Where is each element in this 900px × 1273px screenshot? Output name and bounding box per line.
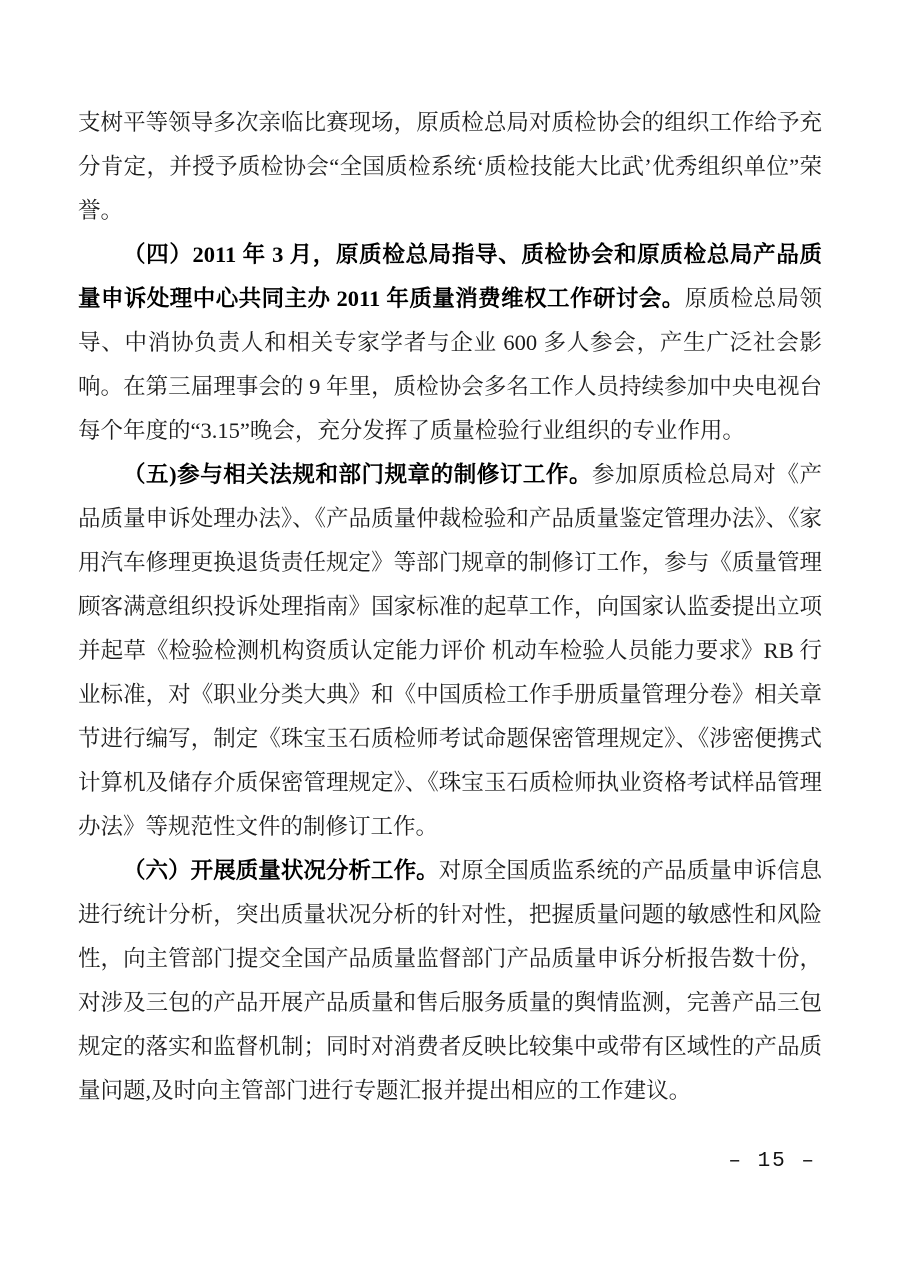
para-section-5 xyxy=(78,453,822,849)
page-number: – 15 – xyxy=(728,1150,816,1173)
body-text-segment: 原质检总局领导、中消协负责人和相关专家学者与企业 600 多人参会，产生广泛社会影响。在第三届理事会的 9 年里，质检协会多名工作人员持续参加中央电视台每个年度的“3.15”晚会，充分发挥了质量检验行业组织的专业作用。 xyxy=(78,286,822,443)
para-section-4 xyxy=(78,233,822,453)
body-text-segment: 参加原质检总局对《产品质量申诉处理办法》、《产品质量仲裁检验和产品质量鉴定管理办法》、《家用汽车修理更换退货责任规定》等部门规章的制修订工作，参与《质量管理 顾客满意组织投诉处理指南》国家标准的起草工作，向国家认监委提出立项并起草《检验检测机构资质认定能力评价 机动车检验人员能力要求》RB 行业标准，对《职业分类大典》和《中国质检工作手册质量管理分卷》相关章节进行编写，制定《珠宝玉石质检师考试命题保密管理规定》、《涉密便携式计算机及储存介质保密管理规定》、《珠宝玉石质检师执业资格考试样品管理办法》等规范性文件的制修订工作。 xyxy=(78,462,822,839)
document-body xyxy=(78,101,822,1113)
body-text-segment: 支树平等领导多次亲临比赛现场，原质检总局对质检协会的组织工作给予充分肯定，并授予质检协会“全国质检系统‘质检技能大比武’优秀组织单位”荣誉。 xyxy=(78,110,822,223)
para-continuation xyxy=(78,101,822,233)
body-text-segment: 对原全国质监系统的产品质量申诉信息进行统计分析，突出质量状况分析的针对性，把握质量问题的敏感性和风险性，向主管部门提交全国产品质量监督部门产品质量申诉分析报告数十份，对涉及三包的产品开展产品质量和售后服务质量的舆情监测，完善产品三包规定的落实和监督机制；同时对消费者反映比较集中或带有区域性的产品质量问题,及时向主管部门进行专题汇报并提出相应的工作建议。 xyxy=(78,858,822,1103)
section-heading-segment: （六）开展质量状况分析工作。 xyxy=(123,858,439,883)
section-heading-segment: （五)参与相关法规和部门规章的制修订工作。 xyxy=(123,462,593,487)
para-section-6 xyxy=(78,849,822,1113)
section-heading-segment: （四）2011 年 3 月，原质检总局指导、质检协会和原质检总局产品质量申诉处理中心共同主办 2011 年质量消费维权工作研讨会。 xyxy=(78,242,822,311)
